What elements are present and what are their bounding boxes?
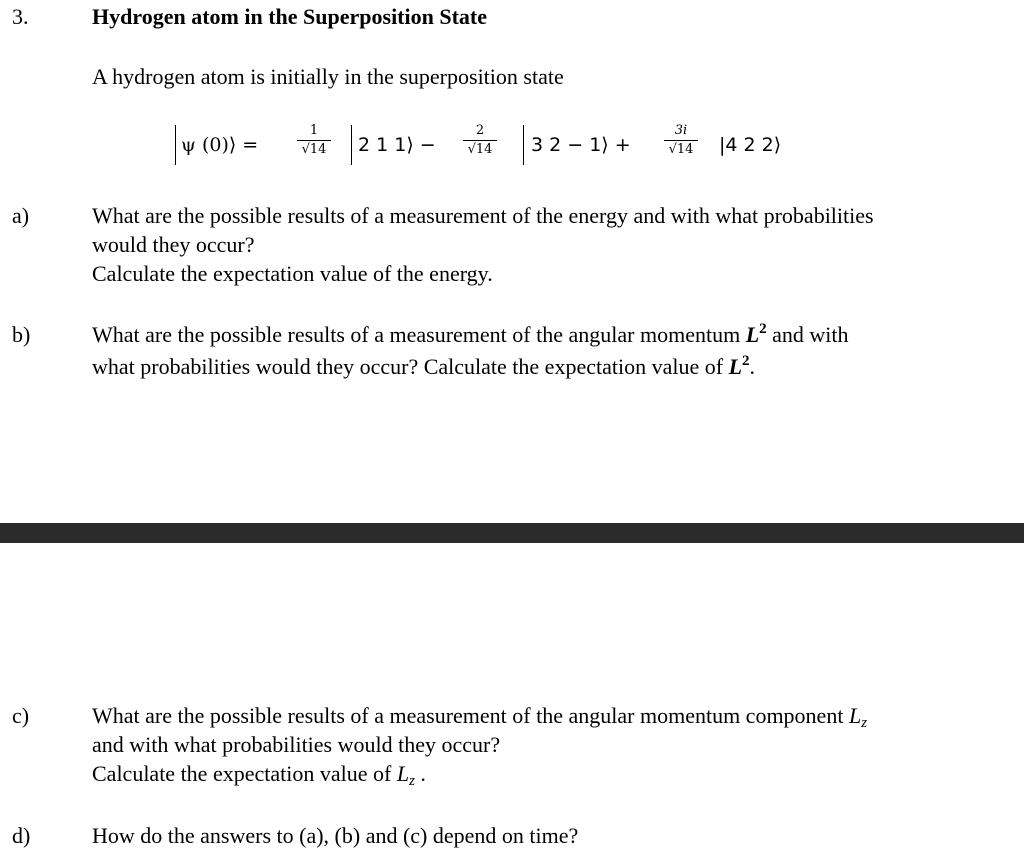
part-c-line-3 bbox=[92, 759, 426, 788]
L-symbol: L bbox=[728, 354, 743, 379]
L-symbol: L bbox=[745, 322, 760, 347]
part-b-text: and with bbox=[772, 322, 849, 347]
subscript-z: z bbox=[409, 773, 415, 789]
ket-bar bbox=[523, 125, 524, 165]
part-a-line-2: would they occur? bbox=[92, 232, 255, 257]
ket-32m1: 3 2 − 1⟩ + bbox=[531, 134, 631, 156]
part-b-text: What are the possible results of a measurement of the angular momentum bbox=[92, 322, 741, 347]
coefficient-3 bbox=[664, 124, 698, 157]
coefficient-1-numerator: 1 bbox=[309, 123, 319, 138]
L-symbol: L bbox=[396, 761, 410, 786]
coefficient-2-denominator: √14 bbox=[467, 142, 493, 157]
intro-text: A hydrogen atom is initially in the superposition state bbox=[92, 64, 564, 89]
part-b-line-1 bbox=[92, 320, 849, 349]
part-b-label: b) bbox=[12, 322, 31, 347]
section-divider bbox=[0, 523, 1024, 543]
part-a-line-3: Calculate the expectation value of the energy. bbox=[92, 261, 493, 286]
part-c-line-1 bbox=[92, 701, 867, 730]
part-c-label: c) bbox=[12, 703, 30, 728]
ket-bar bbox=[175, 125, 176, 165]
exponent: 2 bbox=[742, 353, 750, 369]
fraction-bar bbox=[297, 140, 331, 141]
coefficient-2-numerator: 2 bbox=[475, 123, 485, 138]
part-a-line-1: What are the possible results of a measurement of the energy and with what probabilities bbox=[92, 203, 874, 228]
part-b-text: what probabilities would they occur? Calculate the expectation value of bbox=[92, 354, 724, 379]
part-d-label: d) bbox=[12, 823, 31, 848]
fraction-bar bbox=[664, 140, 698, 141]
part-b-text: . bbox=[749, 354, 756, 379]
part-d-line-1: How do the answers to (a), (b) and (c) depend on time? bbox=[92, 823, 579, 848]
part-c-text: What are the possible results of a measurement of the angular momentum component bbox=[92, 703, 844, 728]
problem-title: Hydrogen atom in the Superposition State bbox=[92, 4, 488, 29]
problem-number: 3. bbox=[12, 4, 29, 29]
coefficient-3-denominator: √14 bbox=[668, 142, 694, 157]
L-symbol: L bbox=[848, 703, 862, 728]
part-c-line-2: and with what probabilities would they occur? bbox=[92, 732, 501, 757]
coefficient-1-denominator: √14 bbox=[301, 142, 327, 157]
ket-422: |4 2 2⟩ bbox=[719, 134, 782, 156]
part-a-label: a) bbox=[12, 203, 30, 228]
ket-bar bbox=[351, 125, 352, 165]
fraction-bar bbox=[463, 140, 497, 141]
coefficient-3-numerator: 3i bbox=[674, 123, 688, 138]
part-c-text: . bbox=[414, 761, 426, 786]
coefficient-2 bbox=[463, 124, 497, 157]
equation-lhs: ψ (0)⟩ = bbox=[181, 134, 259, 156]
part-b-line-2 bbox=[92, 352, 755, 381]
exponent: 2 bbox=[759, 321, 767, 337]
ket-211: 2 1 1⟩ − bbox=[358, 134, 436, 156]
subscript-z: z bbox=[861, 715, 868, 731]
part-c-text: Calculate the expectation value of bbox=[92, 761, 392, 786]
coefficient-1 bbox=[297, 124, 331, 157]
